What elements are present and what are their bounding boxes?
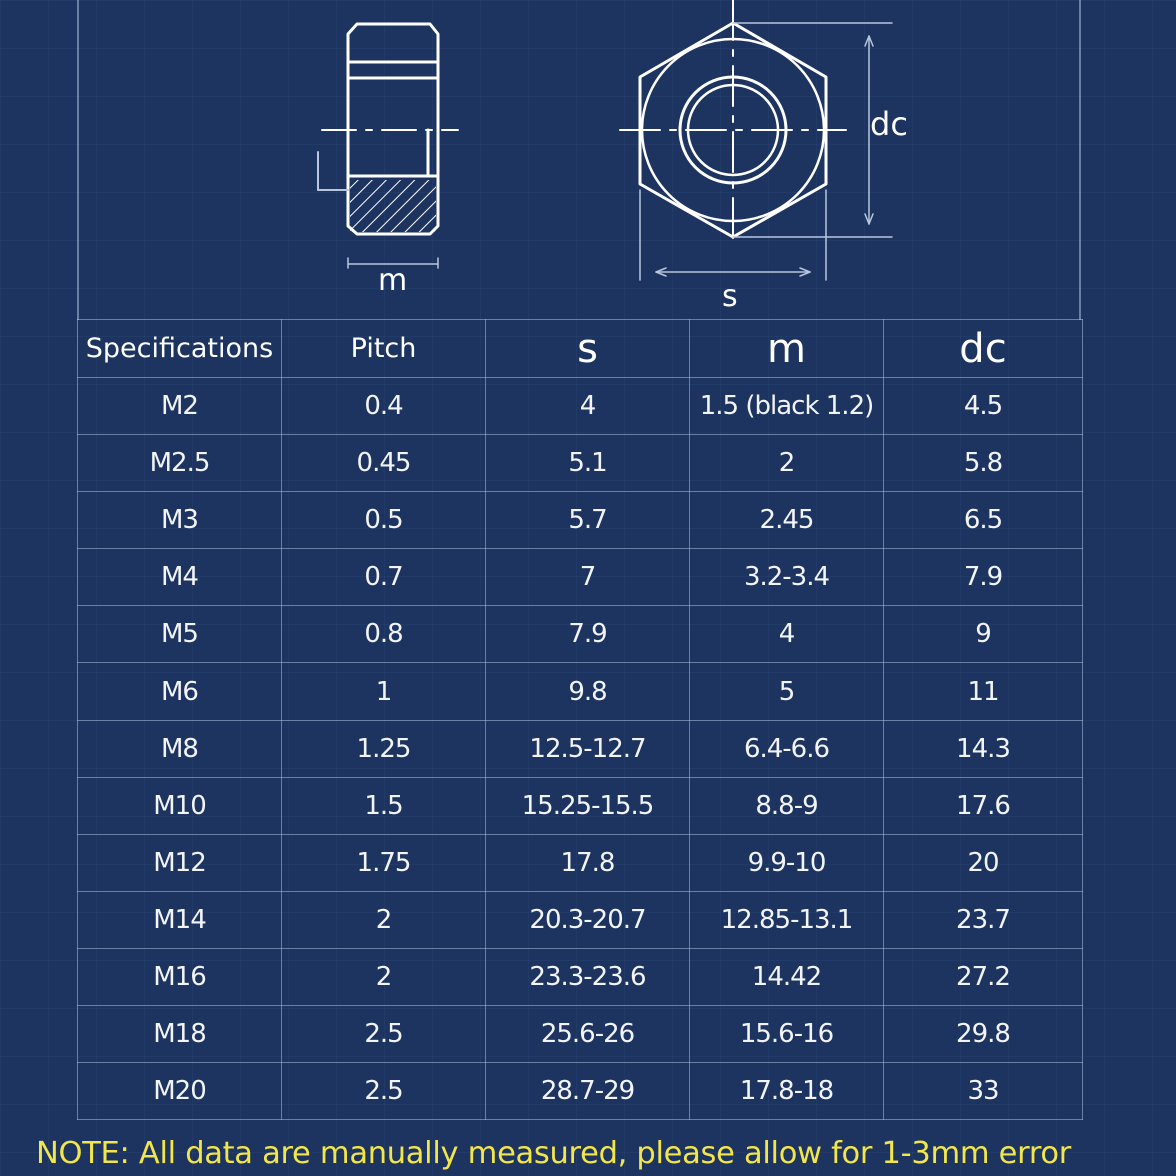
cell-spec: M8 bbox=[78, 720, 282, 777]
table-row bbox=[78, 777, 1083, 834]
cell-pitch: 2 bbox=[282, 891, 486, 948]
measurement-note: NOTE: All data are manually measured, please allow for 1-3mm error bbox=[36, 1136, 1072, 1171]
cell-s: 4 bbox=[486, 378, 690, 435]
cell-m: 9.9-10 bbox=[690, 834, 884, 891]
dimension-label-dc: dc bbox=[870, 105, 908, 143]
cell-spec: M18 bbox=[78, 1006, 282, 1063]
table-row bbox=[78, 549, 1083, 606]
nut-side-view bbox=[318, 24, 458, 268]
header-pitch: Pitch bbox=[282, 320, 486, 378]
cell-s: 23.3-23.6 bbox=[486, 948, 690, 1005]
table-row bbox=[78, 435, 1083, 492]
cell-spec: M16 bbox=[78, 948, 282, 1005]
cell-pitch: 2.5 bbox=[282, 1006, 486, 1063]
cell-dc: 20 bbox=[884, 834, 1083, 891]
cell-m: 1.5 (black 1.2) bbox=[690, 378, 884, 435]
cell-dc: 33 bbox=[884, 1063, 1083, 1120]
cell-s: 5.1 bbox=[486, 435, 690, 492]
cell-pitch: 0.4 bbox=[282, 378, 486, 435]
cell-m: 6.4-6.6 bbox=[690, 720, 884, 777]
table-row bbox=[78, 663, 1083, 720]
cell-dc: 14.3 bbox=[884, 720, 1083, 777]
cell-dc: 9 bbox=[884, 606, 1083, 663]
nut-top-view bbox=[620, 0, 892, 280]
table-row bbox=[78, 1006, 1083, 1063]
table-row bbox=[78, 891, 1083, 948]
cell-m: 8.8-9 bbox=[690, 777, 884, 834]
table-row bbox=[78, 834, 1083, 891]
cell-spec: M20 bbox=[78, 1063, 282, 1120]
cell-spec: M2 bbox=[78, 378, 282, 435]
table-row bbox=[78, 492, 1083, 549]
cell-s: 7 bbox=[486, 549, 690, 606]
table-header-row bbox=[78, 320, 1083, 378]
header-dc: dc bbox=[884, 320, 1083, 378]
cell-m: 4 bbox=[690, 606, 884, 663]
table-row bbox=[78, 378, 1083, 435]
cell-pitch: 1.25 bbox=[282, 720, 486, 777]
hex-nut-technical-drawing bbox=[0, 0, 1176, 320]
cell-spec: M3 bbox=[78, 492, 282, 549]
cell-spec: M5 bbox=[78, 606, 282, 663]
cell-dc: 4.5 bbox=[884, 378, 1083, 435]
cell-s: 7.9 bbox=[486, 606, 690, 663]
cell-dc: 23.7 bbox=[884, 891, 1083, 948]
cell-s: 9.8 bbox=[486, 663, 690, 720]
cell-m: 2.45 bbox=[690, 492, 884, 549]
cell-dc: 5.8 bbox=[884, 435, 1083, 492]
header-specifications: Specifications bbox=[78, 320, 282, 378]
cell-m: 5 bbox=[690, 663, 884, 720]
cell-m: 17.8-18 bbox=[690, 1063, 884, 1120]
table-body bbox=[78, 378, 1083, 1120]
table-row bbox=[78, 948, 1083, 1005]
cell-m: 15.6-16 bbox=[690, 1006, 884, 1063]
cell-m: 2 bbox=[690, 435, 884, 492]
cell-s: 5.7 bbox=[486, 492, 690, 549]
table-row bbox=[78, 606, 1083, 663]
cell-pitch: 0.5 bbox=[282, 492, 486, 549]
cell-dc: 17.6 bbox=[884, 777, 1083, 834]
cell-m: 3.2-3.4 bbox=[690, 549, 884, 606]
dimension-label-s: s bbox=[722, 279, 738, 314]
dimension-label-m: m bbox=[378, 263, 408, 298]
table-row bbox=[78, 1063, 1083, 1120]
cell-dc: 7.9 bbox=[884, 549, 1083, 606]
cell-spec: M10 bbox=[78, 777, 282, 834]
cell-spec: M4 bbox=[78, 549, 282, 606]
cell-pitch: 2.5 bbox=[282, 1063, 486, 1120]
cell-s: 12.5-12.7 bbox=[486, 720, 690, 777]
cell-s: 17.8 bbox=[486, 834, 690, 891]
cell-pitch: 0.45 bbox=[282, 435, 486, 492]
cell-pitch: 2 bbox=[282, 948, 486, 1005]
cell-dc: 11 bbox=[884, 663, 1083, 720]
cell-dc: 6.5 bbox=[884, 492, 1083, 549]
cell-dc: 29.8 bbox=[884, 1006, 1083, 1063]
header-s: s bbox=[486, 320, 690, 378]
cell-spec: M6 bbox=[78, 663, 282, 720]
cell-m: 12.85-13.1 bbox=[690, 891, 884, 948]
cell-pitch: 1.75 bbox=[282, 834, 486, 891]
cell-s: 25.6-26 bbox=[486, 1006, 690, 1063]
cell-spec: M14 bbox=[78, 891, 282, 948]
nut-specifications-table bbox=[77, 319, 1083, 1120]
table-row bbox=[78, 720, 1083, 777]
cell-pitch: 1 bbox=[282, 663, 486, 720]
cell-s: 28.7-29 bbox=[486, 1063, 690, 1120]
header-m: m bbox=[690, 320, 884, 378]
cell-pitch: 1.5 bbox=[282, 777, 486, 834]
cell-spec: M12 bbox=[78, 834, 282, 891]
cell-s: 15.25-15.5 bbox=[486, 777, 690, 834]
cell-s: 20.3-20.7 bbox=[486, 891, 690, 948]
cell-pitch: 0.8 bbox=[282, 606, 486, 663]
cell-pitch: 0.7 bbox=[282, 549, 486, 606]
cell-spec: M2.5 bbox=[78, 435, 282, 492]
cell-m: 14.42 bbox=[690, 948, 884, 1005]
cell-dc: 27.2 bbox=[884, 948, 1083, 1005]
